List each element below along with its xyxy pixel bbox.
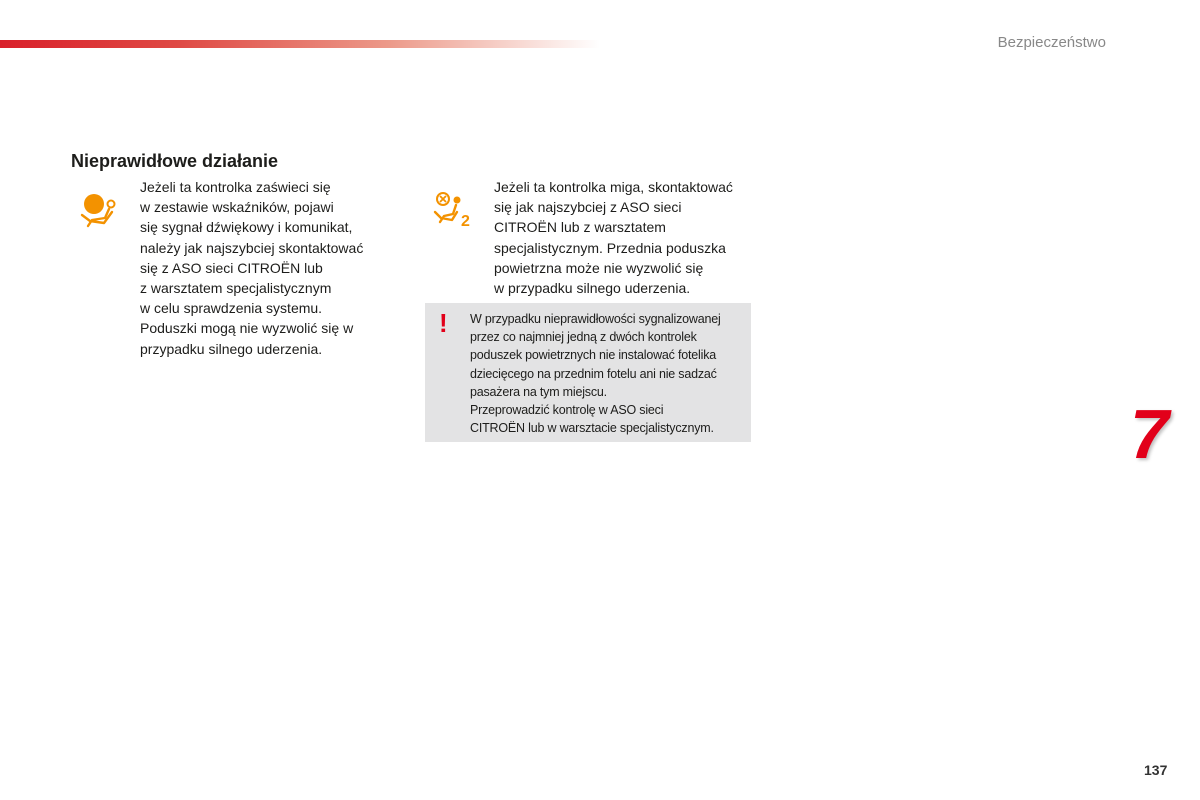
airbag-passenger-off-icon [78,190,122,230]
left-warning-text: Jeżeli ta kontrolka zaświeci się w zestawie wskaźników, pojawi się sygnał dźwiękowy i komunikat, należy jak najszybciej skontaktować się z ASO sieci CITROËN lub z warsztatem specjalistycznym w celu sprawdzenia systemu. Poduszki mogą nie wyzwolić się w przypadku silnego uderzenia. [140,179,364,357]
header-accent-bar [0,40,600,48]
warning-text: W przypadku nieprawidłowości sygnalizowanej przez co najmniej jedną z dwóch kontrolek poduszek powietrznych nie instalować fotelika dziecięcego na przednim fotelu ani nie sadzać pasażera na tym miejscu. Przeprowadzić kontrolę w ASO sieci CITROËN lub w warsztacie specjalistycznym. [470,312,721,436]
airbag-fault-icon [432,190,476,230]
svg-text:2: 2 [461,213,470,230]
page-number: 137 [1144,762,1168,778]
exclamation-icon: ! [439,308,448,338]
chapter-number: 7 [1130,395,1169,473]
right-warning-text: Jeżeli ta kontrolka miga, skontaktować się jak najszybciej z ASO sieci CITROËN lub z warsztatem specjalistycznym. Przednia poduszka powietrzna może nie wyzwolić się w przypadku silnego uderzenia. [494,179,733,297]
section-title: Bezpieczeństwo [997,34,1106,51]
page-heading: Nieprawidłowe działanie [71,151,279,171]
